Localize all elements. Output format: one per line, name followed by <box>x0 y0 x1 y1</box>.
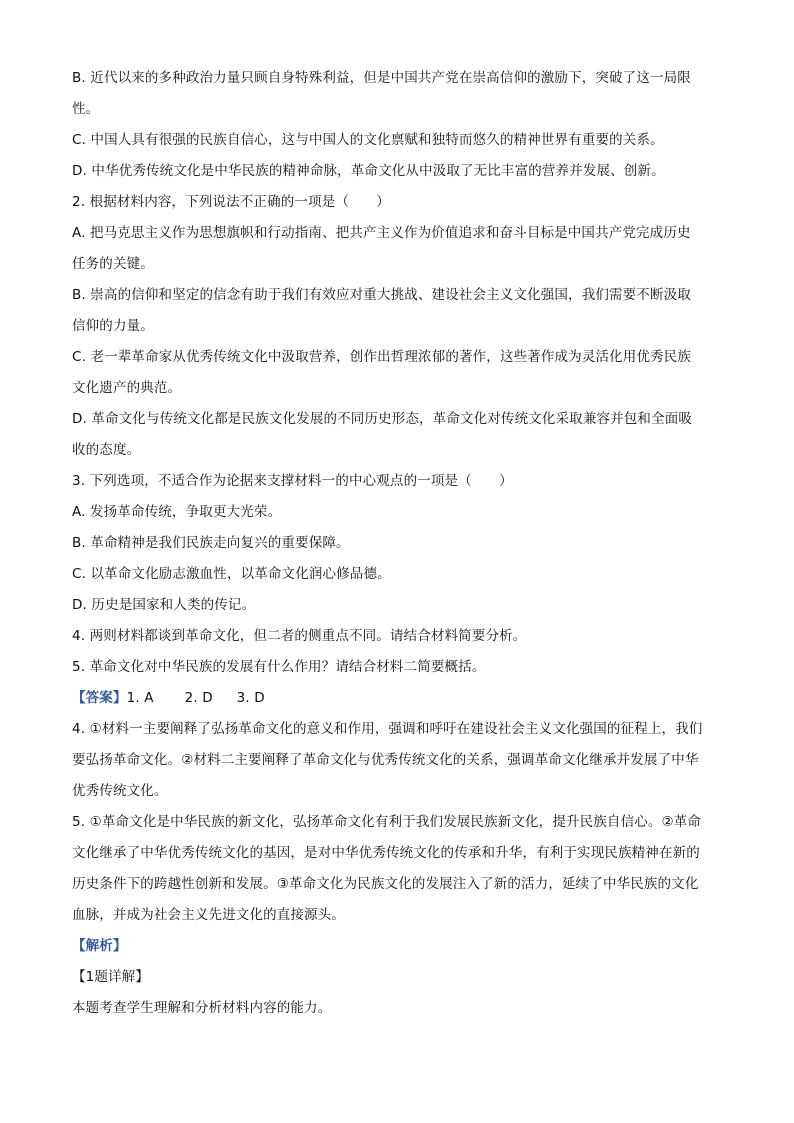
q3-stem: 3. 下列选项，不适合作为论据来支撑材料一的中心观点的一项是（ ） <box>72 473 513 489</box>
q3-option-d: D. 历史是国家和人类的传记。 <box>72 597 256 613</box>
q3-option-c: C. 以革命文化励志激血性，以革命文化润心修品德。 <box>72 566 391 582</box>
answer-2: 2. D <box>184 690 213 706</box>
q1-option-d: D. 中华优秀传统文化是中华民族的精神命脉，革命文化从中汲取了无比丰富的营养并发展、创新。 <box>72 163 665 179</box>
answer-line <box>72 683 724 714</box>
answer-4-line3: 优秀传统文化。 <box>72 783 168 799</box>
q3-option-b: B. 革命精神是我们民族走向复兴的重要保障。 <box>72 535 350 551</box>
answer-5-line2: 文化继承了中华优秀传统文化的基因，是对中华优秀传统文化的传承和升华，有利于实现民族精神在新的 <box>72 845 700 861</box>
q2-option-b-line1: B. 崇高的信仰和坚定的信念有助于我们有效应对重大挑战、建设社会主义文化强国，我们需要不断汲取 <box>72 287 691 303</box>
q2-option-a-line2: 任务的关键。 <box>72 256 154 272</box>
q2-stem: 2. 根据材料内容，下列说法不正确的一项是（ ） <box>72 194 390 210</box>
answer-1: 1. A <box>126 690 154 706</box>
document-page <box>72 63 724 1024</box>
q1-option-b-line2: 性。 <box>72 101 100 117</box>
analysis-q1-text: 本题考查学生理解和分析材料内容的能力。 <box>72 1000 332 1016</box>
q1-option-b-line1: B. 近代以来的多种政治力量只顾自身特殊利益，但是中国共产党在崇高信仰的激励下，突破了这一局限 <box>72 70 691 86</box>
answer-4-line2: 要弘扬革命文化。②材料二主要阐释了革命文化与优秀传统文化的关系，强调革命文化继承并发展了中华 <box>72 752 699 768</box>
q2-option-b-line2: 信仰的力量。 <box>72 318 154 334</box>
answer-4-line1: 4. ①材料一主要阐释了弘扬革命文化的意义和作用，强调和呼吁在建设社会主义文化强国的征程上，我们 <box>72 721 703 737</box>
answer-5-line1: 5. ①革命文化是中华民族的新文化，弘扬革命文化有利于我们发展民族新文化，提升民族自信心。②革命 <box>72 814 702 830</box>
q4-stem: 4. 两则材料都谈到革命文化，但二者的侧重点不同。请结合材料简要分析。 <box>72 628 527 644</box>
analysis-tag: 【解析】 <box>72 938 127 954</box>
q5-stem: 5. 革命文化对中华民族的发展有什么作用？请结合材料二简要概括。 <box>72 659 486 675</box>
answer-5-line4: 血脉，并成为社会主义先进文化的直接源头。 <box>72 907 345 923</box>
answer-tag: 【答案】 <box>72 690 127 706</box>
q2-option-c-line2: 文化遗产的典范。 <box>72 380 182 396</box>
q2-option-d-line1: D. 革命文化与传统文化都是民族文化发展的不同历史形态，革命文化对传统文化采取兼容并包和全面吸 <box>72 411 693 427</box>
q3-option-a: A. 发扬革命传统，争取更大光荣。 <box>72 504 282 520</box>
analysis-q1-heading: 【1题详解】 <box>72 969 149 985</box>
q2-option-c-line1: C. 老一辈革命家从优秀传统文化中汲取营养，创作出哲理浓郁的著作，这些著作成为灵活化用优秀民族 <box>72 349 692 365</box>
q1-option-c: C. 中国人具有很强的民族自信心，这与中国人的文化禀赋和独特而悠久的精神世界有重要的关系。 <box>72 132 664 148</box>
q2-option-a-line1: A. 把马克思主义作为思想旗帜和行动指南、把共产主义作为价值追求和奋斗目标是中国共产党完成历史 <box>72 225 691 241</box>
q2-option-d-line2: 收的态度。 <box>72 442 141 458</box>
answer-5-line3: 历史条件下的跨越性创新和发展。③革命文化为民族文化的发展注入了新的活力，延续了中华民族的文化 <box>72 876 699 892</box>
answer-3: 3. D <box>236 690 265 706</box>
